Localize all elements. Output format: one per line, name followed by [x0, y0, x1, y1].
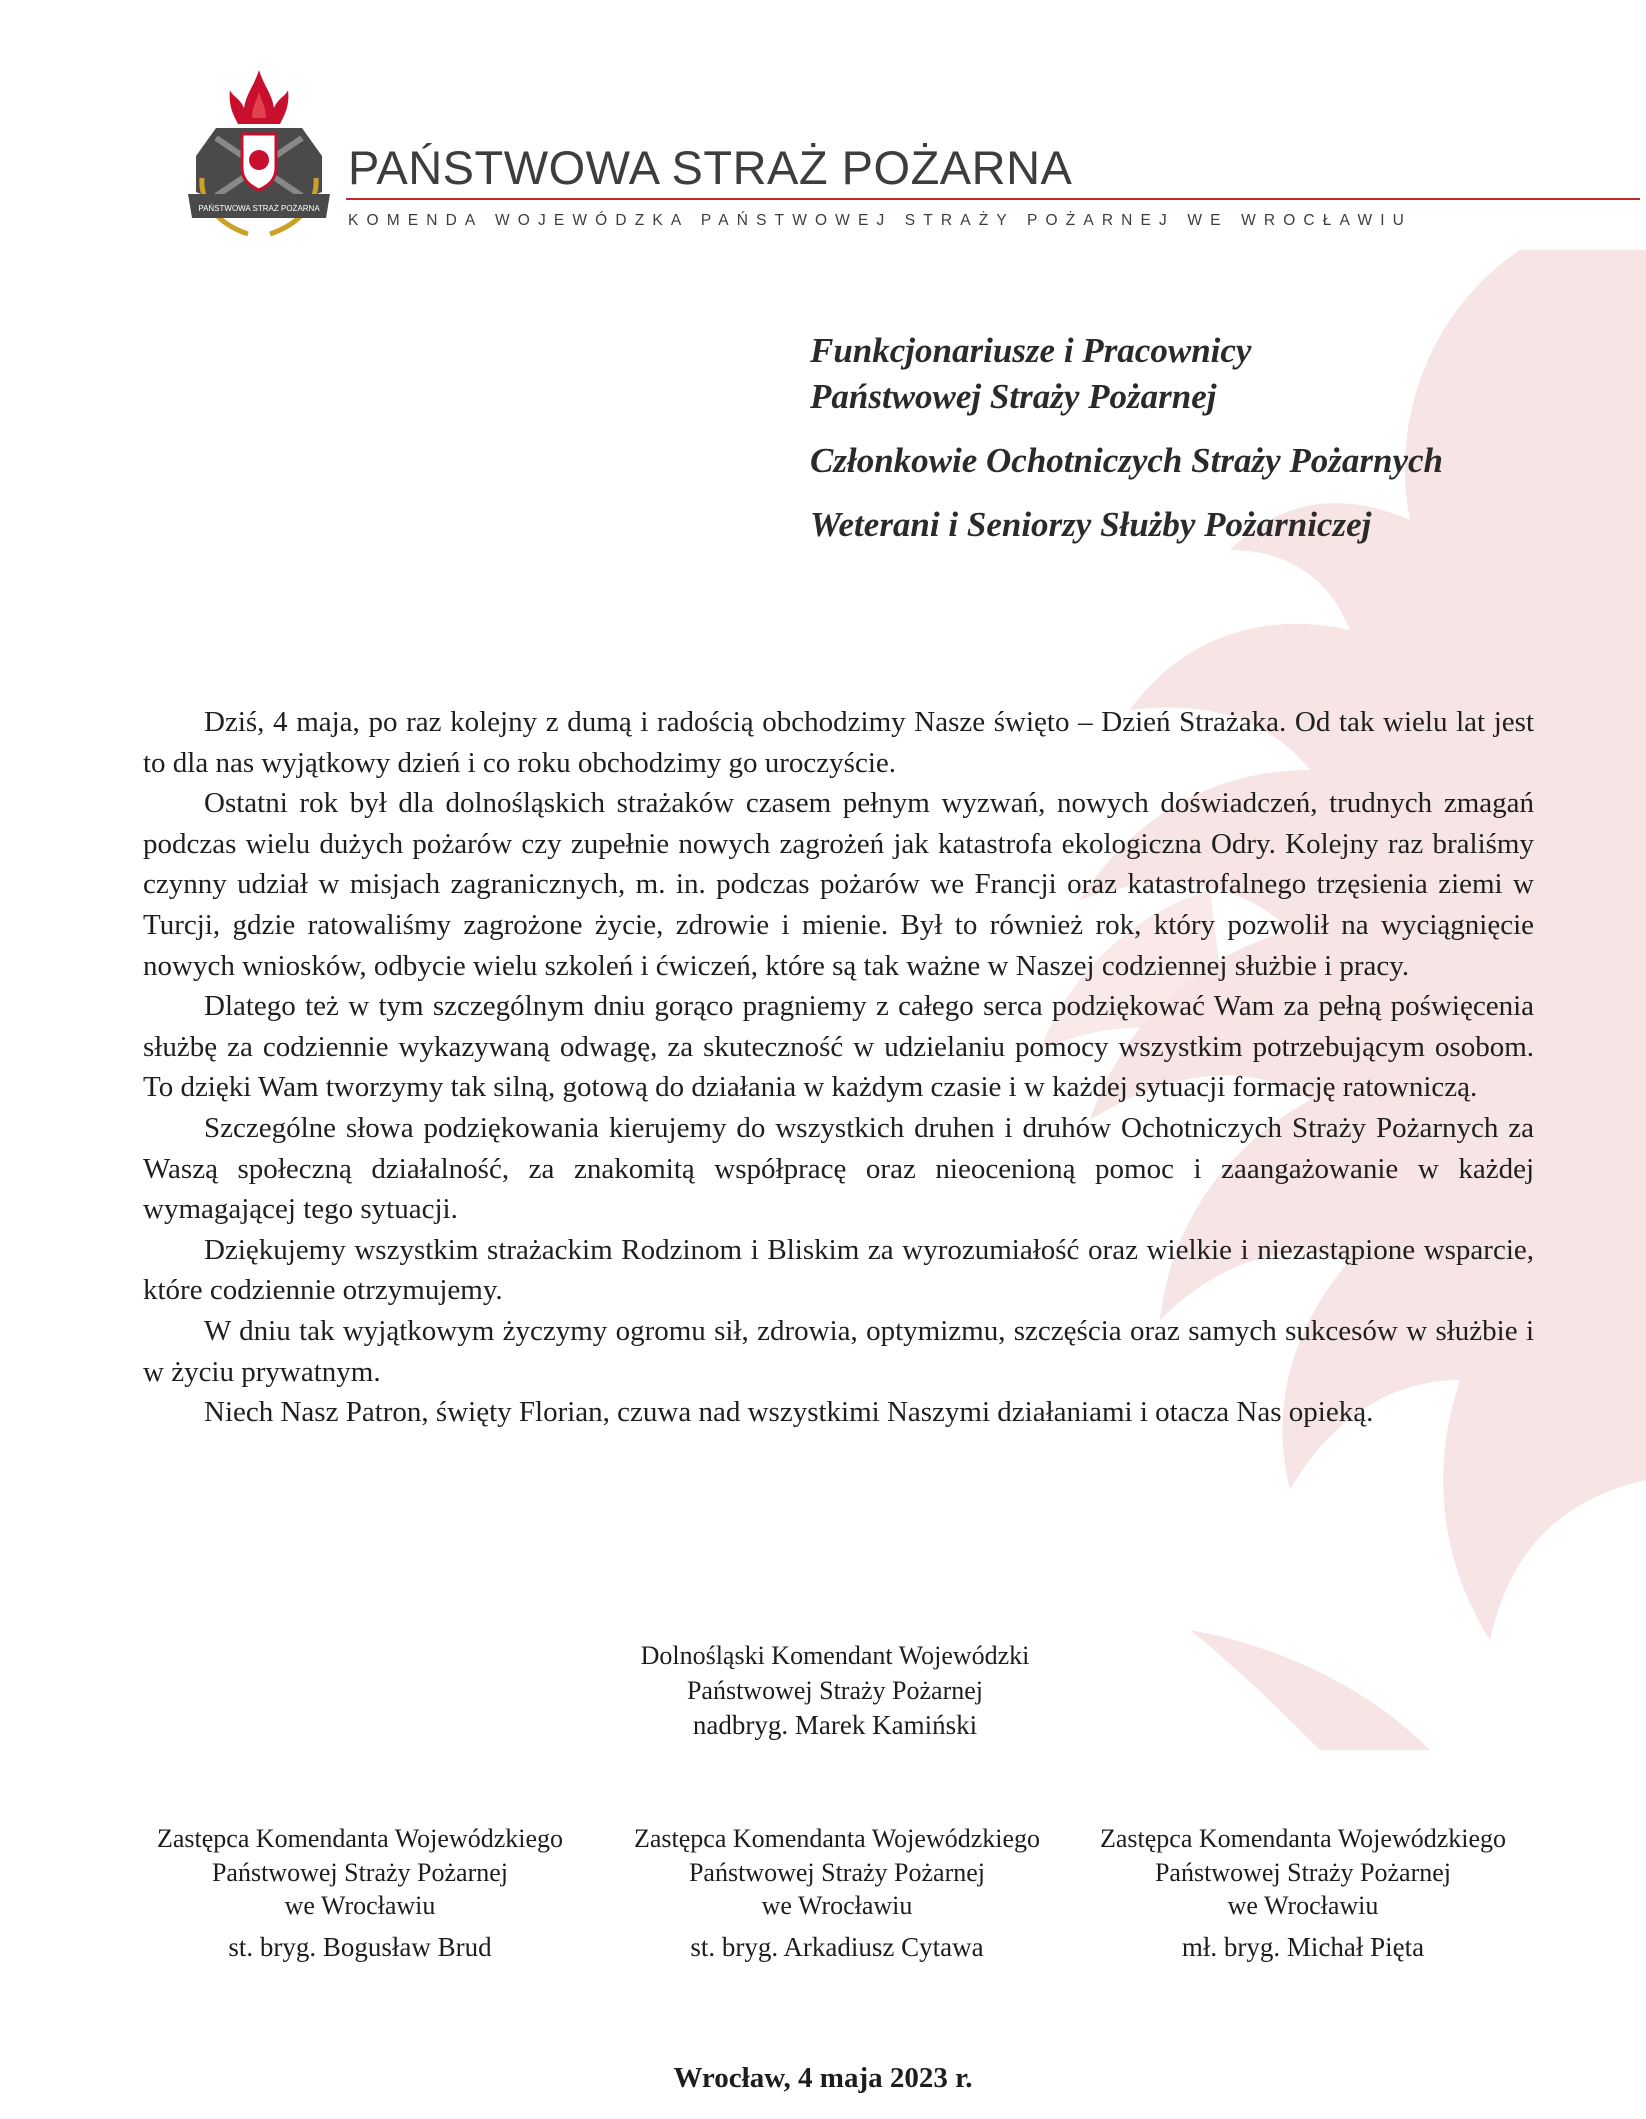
signature-city: we Wrocławiu: [761, 1891, 913, 1920]
addressees-block: [810, 328, 1590, 548]
dateline: Wrocław, 4 maja 2023 r.: [673, 2062, 973, 2094]
letter-paragraph: Dlatego też w tym szczególnym dniu gorąco pragniemy z całego serca podziękować Wam za pełną poświęcenia służbę za codziennie wykazywaną odwagę, za skuteczność w udzielaniu pomocy wszystkim potrzebującym osobom. To dzięki Wam tworzymy tak silną, gotową do działania w każdym czasie i w każdej sytuacji formację ratowniczą.: [143, 990, 1534, 1104]
letter-paragraph: Ostatni rok był dla dolnośląskich strażaków czasem pełnym wyzwań, nowych doświadczeń, trudnych zmagań podczas wielu dużych pożarów czy zupełnie nowych zagrożeń jak katastrofa ekologiczna Odry. Kolejny raz braliśmy czynny udział w misjach zagranicznych, m. in. podczas pożarów we Francji oraz katastrofalnego trzęsienia ziemi w Turcji, gdzie ratowaliśmy zagrożone życie, zdrowie i mienie. Był to również rok, który pozwolił na wyciągnięcie nowych wniosków, odbycie wielu szkoleń i ćwiczeń, które są tak ważne w Naszej codziennej służbie i pracy.: [143, 787, 1534, 982]
deputy-signature: [607, 1822, 1067, 1964]
signature-city: we Wrocławiu: [284, 1891, 436, 1920]
addressee-line: Funkcjonariusze i Pracownicy: [810, 331, 1252, 370]
letter-paragraph: Szczególne słowa podziękowania kierujemy do wszystkich druhen i druhów Ochotniczych Straży Pożarnych za Waszą społeczną działalność, za znakomitą współpracę oraz nieocenioną pomoc i zaangażowanie w każdej wymagającej tego sytuacji.: [143, 1111, 1534, 1226]
letter-body: [143, 702, 1534, 1433]
signature-org: Państwowej Straży Pożarnej: [211, 1857, 509, 1887]
letter-paragraph: W dniu tak wyjątkowym życzymy ogromu sił, zdrowia, optymizmu, szczęścia oraz samych sukcesów w służbie i w życiu prywatnym.: [143, 1314, 1534, 1388]
signature-name: st. bryg. Arkadiusz Cytawa: [690, 1931, 984, 1962]
signature-title: Zastępca Komendanta Wojewódzkiego: [156, 1824, 564, 1853]
addressee-line: Weterani i Seniorzy Służby Pożarniczej: [810, 505, 1372, 544]
signature-title: Dolnośląski Komendant Wojewódzki: [640, 1641, 1030, 1670]
addressee-line: Państwowej Straży Pożarnej: [810, 377, 1217, 416]
org-subtitle: KOMENDA WOJEWÓDZKA PAŃSTWOWEJ STRAŻY POŻARNEJ WE WROCŁAWIU: [348, 212, 1413, 229]
letter-paragraph: Dziś, 4 maja, po raz kolejny z dumą i radością obchodzimy Nasze święto – Dzień Strażaka. Od tak wielu lat jest to dla nas wyjątkowy dzień i co roku obchodzimy go uroczyście.: [143, 706, 1534, 779]
signature-city: we Wrocławiu: [1227, 1891, 1379, 1920]
letter-paragraph: Dziękujemy wszystkim strażackim Rodzinom i Bliskim za wyrozumiałość oraz wielkie i niezastąpione wsparcie, które codziennie otrzymujemy.: [143, 1233, 1534, 1307]
signature-title: Zastępca Komendanta Wojewódzkiego: [633, 1824, 1041, 1853]
signature-name: st. bryg. Bogusław Brud: [228, 1931, 492, 1962]
logo-ribbon-text: PAŃSTWOWA STRAŻ POŻARNA: [198, 204, 320, 213]
signature-org: Państwowej Straży Pożarnej: [1154, 1857, 1452, 1887]
header-divider: [346, 198, 1640, 200]
signature-title: Zastępca Komendanta Wojewódzkiego: [1099, 1824, 1507, 1853]
addressee-line: Członkowie Ochotniczych Straży Pożarnych: [810, 441, 1443, 480]
deputy-signature: [1073, 1822, 1533, 1964]
signature-org: Państwowej Straży Pożarnej: [688, 1857, 986, 1887]
psp-logo-icon: [188, 68, 330, 240]
main-signature: [560, 1638, 1110, 1743]
signature-name: nadbryg. Marek Kamiński: [692, 1710, 978, 1740]
signature-org: Państwowej Straży Pożarnej: [686, 1676, 984, 1705]
signature-name: mł. bryg. Michał Pięta: [1181, 1931, 1425, 1962]
org-name: PAŃSTWOWA STRAŻ POŻARNA: [348, 141, 1073, 194]
deputy-signature: [130, 1822, 590, 1964]
letter-paragraph: Niech Nasz Patron, święty Florian, czuwa nad wszystkimi Naszymi działaniami i otacza Nas opieką.: [204, 1396, 1374, 1429]
